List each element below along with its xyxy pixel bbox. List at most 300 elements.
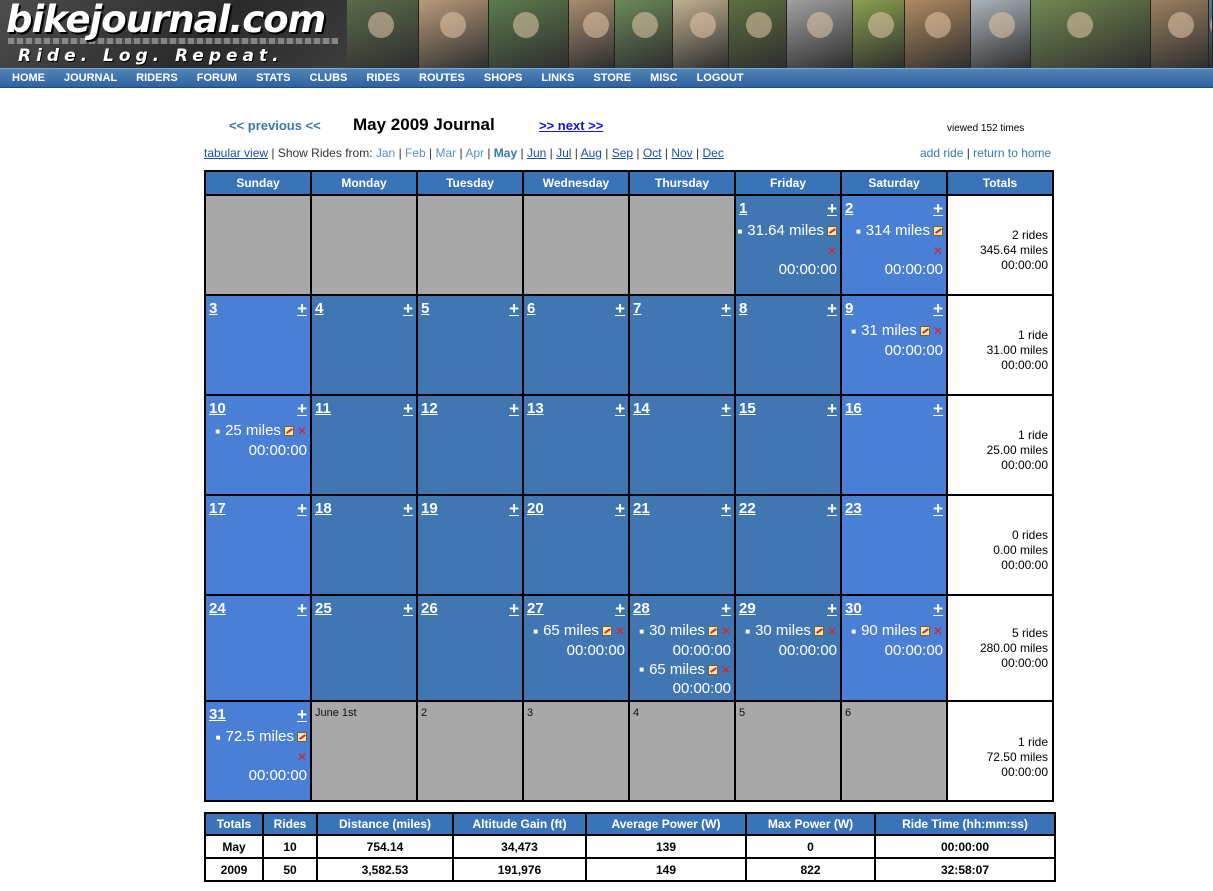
week-total-rides: 2 rides [1011, 228, 1048, 242]
edit-ride-icon[interactable] [920, 626, 930, 636]
week-totals-cell [947, 495, 1053, 595]
day-cell [735, 195, 841, 295]
empty-day-cell [205, 195, 311, 295]
day-number-link[interactable]: 2 [845, 200, 854, 217]
header-photo [673, 0, 729, 68]
delete-ride-icon[interactable]: ✕ [932, 243, 943, 258]
ride-distance[interactable]: 65 miles [649, 660, 705, 678]
header-photo [905, 0, 971, 68]
week-totals [980, 228, 1048, 273]
ride-distance[interactable]: 31 miles [861, 322, 917, 339]
day-cell [311, 595, 417, 701]
ride-entry [630, 660, 731, 680]
add-ride-icon[interactable]: + [827, 199, 837, 218]
nav-item-links[interactable]: LINKS [541, 72, 575, 84]
add-ride-icon[interactable]: + [721, 299, 731, 318]
day-cell [205, 595, 311, 701]
day-number-link[interactable]: 14 [633, 400, 650, 417]
month-link-sep[interactable]: Sep [611, 146, 634, 160]
add-ride-icon[interactable]: + [827, 499, 837, 518]
nav-item-journal[interactable]: JOURNAL [64, 72, 118, 84]
ride-actions [736, 241, 837, 260]
empty-day-cell [311, 195, 417, 295]
summary-cell: 754.14 [317, 835, 453, 858]
day-number-link[interactable]: 30 [845, 600, 862, 617]
summary-header: Totals [205, 813, 263, 835]
day-cell [629, 595, 735, 701]
separator: | [425, 146, 436, 160]
empty-day-cell [629, 195, 735, 295]
separator: | [271, 146, 278, 160]
next-month-day-cell [523, 701, 629, 801]
ride-list [206, 727, 307, 785]
edit-ride-icon[interactable] [602, 626, 612, 636]
ride-time: 00:00:00 [884, 641, 943, 659]
summary-cell: 0 [746, 835, 875, 858]
ride-time: 00:00:00 [778, 260, 837, 278]
day-cell [735, 495, 841, 595]
header-photo [787, 0, 853, 68]
calendar-week-row [205, 595, 1053, 701]
week-total-rides: 1 ride [1017, 328, 1048, 342]
next-month-day-cell [417, 701, 523, 801]
day-number-link[interactable]: 19 [421, 500, 438, 517]
week-total-time: 00:00:00 [1001, 656, 1048, 670]
month-link-jan[interactable]: Jan [375, 146, 396, 160]
add-ride-icon[interactable]: + [403, 499, 413, 518]
week-totals-cell [947, 595, 1053, 701]
calendar-week-row [205, 495, 1053, 595]
day-cell [205, 495, 311, 595]
day-number-link[interactable]: 11 [315, 400, 331, 417]
summary-cell: 149 [586, 858, 746, 881]
ride-entry [524, 621, 625, 641]
ride-time: 00:00:00 [884, 341, 943, 359]
day-cell [735, 595, 841, 701]
ride-list [630, 621, 731, 698]
month-link-jul[interactable]: Jul [556, 146, 572, 160]
day-number-link[interactable]: 13 [527, 400, 544, 417]
delete-ride-icon[interactable]: ✕ [826, 243, 837, 258]
summary-table [204, 812, 1056, 882]
add-ride-icon[interactable]: + [403, 599, 413, 618]
header-photo [971, 0, 1031, 68]
nav-item-riders[interactable]: RIDERS [136, 72, 178, 84]
add-ride-icon[interactable]: + [297, 599, 307, 618]
nav-item-rides[interactable]: RIDES [366, 72, 401, 84]
next-month-day-label: 6 [845, 707, 852, 719]
ride-distance[interactable]: 30 miles [755, 622, 811, 639]
nav-item-misc[interactable]: MISC [650, 72, 678, 84]
day-number-link[interactable]: 4 [315, 300, 324, 317]
day-cell [523, 395, 629, 495]
ride-time: 00:00:00 [248, 441, 307, 459]
day-cell [311, 495, 417, 595]
day-cell [841, 295, 947, 395]
page-title: May 2009 Journal [353, 115, 495, 134]
summary-header-row [205, 813, 1055, 835]
ride-list [206, 421, 307, 460]
ride-time: 00:00:00 [248, 766, 307, 784]
next-month-day-cell [735, 701, 841, 801]
week-total-miles: 345.64 miles [979, 243, 1048, 257]
bullet-icon: ■ [851, 326, 857, 336]
delete-ride-icon[interactable]: ✕ [826, 624, 837, 639]
ride-entry [842, 221, 943, 241]
month-filter-bar [204, 146, 724, 160]
weekday-header: Friday [735, 171, 841, 195]
bullet-icon: ■ [639, 626, 645, 636]
ride-distance[interactable]: 314 miles [865, 222, 930, 239]
day-cell [311, 395, 417, 495]
day-cell [735, 395, 841, 495]
header-photo [569, 0, 615, 68]
add-ride-icon[interactable]: + [933, 399, 943, 418]
day-cell [417, 495, 523, 595]
separator: | [456, 146, 466, 160]
day-number-link[interactable]: 27 [527, 600, 544, 617]
summary-header: Average Power (W) [586, 813, 746, 835]
summary-cell: May [205, 835, 263, 858]
next-month-day-cell [629, 701, 735, 801]
month-link-oct[interactable]: Oct [642, 146, 662, 160]
add-ride-icon[interactable]: + [721, 599, 731, 618]
ride-time: 00:00:00 [778, 641, 837, 659]
summary-header: Altitude Gain (ft) [453, 813, 586, 835]
empty-day-cell [417, 195, 523, 295]
week-total-rides: 1 ride [1017, 735, 1048, 749]
add-ride-link[interactable]: add ride [920, 146, 964, 160]
ride-list [524, 621, 625, 660]
day-number-link[interactable]: 17 [209, 500, 226, 517]
nav-item-logout[interactable]: LOGOUT [696, 72, 744, 84]
month-link-feb[interactable]: Feb [405, 146, 426, 160]
nav-item-shops[interactable]: SHOPS [483, 72, 523, 84]
add-ride-icon[interactable]: + [933, 299, 943, 318]
delete-ride-icon[interactable]: ✕ [614, 624, 625, 639]
ride-entry [206, 421, 307, 441]
separator: | [966, 146, 974, 160]
logo-tagline: Ride. Log. Repeat. [18, 46, 284, 66]
summary-header: Rides [263, 813, 317, 835]
add-ride-icon[interactable]: + [827, 299, 837, 318]
next-month-day-label: 2 [421, 707, 428, 719]
edit-ride-icon[interactable] [933, 226, 943, 236]
day-number-link[interactable]: 6 [527, 300, 536, 317]
day-number-link[interactable]: 28 [633, 600, 650, 617]
separator: | [571, 146, 581, 160]
week-totals [987, 328, 1048, 373]
ride-list [842, 321, 943, 360]
nav-item-clubs[interactable]: CLUBS [309, 72, 348, 84]
day-number-link[interactable]: 20 [527, 500, 544, 517]
add-ride-icon[interactable]: + [615, 299, 625, 318]
delete-ride-icon[interactable]: ✕ [720, 624, 731, 639]
day-cell [629, 395, 735, 495]
add-ride-icon[interactable]: + [297, 499, 307, 518]
ride-distance[interactable]: 90 miles [861, 622, 917, 639]
next-month-day-label: 3 [527, 707, 534, 719]
bullet-icon: ■ [745, 626, 751, 636]
week-totals-cell [947, 395, 1053, 495]
tabular-view-link[interactable]: tabular view [204, 146, 269, 160]
month-links [376, 146, 724, 160]
ride-distance[interactable]: 25 miles [225, 422, 281, 439]
add-ride-icon[interactable]: + [827, 399, 837, 418]
separator: | [484, 146, 494, 160]
separator: | [601, 146, 612, 160]
header-photo [853, 0, 905, 68]
delete-ride-icon[interactable]: ✕ [932, 324, 943, 339]
day-number-link[interactable]: 15 [739, 400, 756, 417]
ride-distance[interactable]: 65 miles [543, 622, 599, 639]
nav-item-forum[interactable]: FORUM [196, 72, 238, 84]
separator: | [517, 146, 527, 160]
edit-ride-icon[interactable] [708, 665, 718, 675]
header-photo [1031, 0, 1151, 68]
day-cell [523, 595, 629, 701]
header-photo [1151, 0, 1209, 68]
add-ride-icon[interactable]: + [509, 399, 519, 418]
month-link-may[interactable]: May [493, 146, 518, 160]
header-photo [615, 0, 673, 68]
next-month-link[interactable]: >> next >> [539, 118, 604, 133]
day-number-link[interactable]: 9 [845, 300, 854, 317]
weekday-header: Tuesday [417, 171, 523, 195]
bullet-icon: ■ [639, 665, 645, 675]
week-totals-cell [947, 195, 1053, 295]
header-photo-strip [347, 0, 1213, 68]
add-ride-icon[interactable]: + [933, 499, 943, 518]
header-photo [729, 0, 787, 68]
edit-ride-icon[interactable] [814, 626, 824, 636]
day-number-link[interactable]: 12 [421, 400, 438, 417]
week-total-time: 00:00:00 [1001, 765, 1048, 779]
summary-cell: 34,473 [453, 835, 586, 858]
week-totals [987, 735, 1048, 780]
add-ride-icon[interactable]: + [509, 299, 519, 318]
add-ride-icon[interactable]: + [827, 599, 837, 618]
add-ride-icon[interactable]: + [509, 599, 519, 618]
add-ride-icon[interactable]: + [615, 499, 625, 518]
view-count: viewed 152 times [947, 123, 1025, 134]
day-number-link[interactable]: 8 [739, 300, 748, 317]
weekday-header: Thursday [629, 171, 735, 195]
next-month-day-label: 5 [739, 707, 746, 719]
nav-item-store[interactable]: STORE [593, 72, 632, 84]
nav-item-home[interactable]: HOME [12, 72, 45, 84]
next-month-day-cell [311, 701, 417, 801]
summary-cell: 191,976 [453, 858, 586, 881]
month-link-dec[interactable]: Dec [702, 146, 724, 160]
day-cell [205, 395, 311, 495]
add-ride-icon[interactable]: + [615, 599, 625, 618]
bullet-icon: ■ [215, 732, 221, 742]
summary-header: Max Power (W) [746, 813, 875, 835]
month-link-aug[interactable]: Aug [580, 146, 602, 160]
summary-header: Ride Time (hh:mm:ss) [875, 813, 1055, 835]
ride-list [842, 221, 943, 279]
day-cell [311, 295, 417, 395]
day-cell [629, 495, 735, 595]
ride-distance[interactable]: 30 miles [649, 622, 705, 639]
day-number-link[interactable]: 26 [421, 600, 438, 617]
day-number-link[interactable]: 24 [209, 600, 226, 617]
add-ride-icon[interactable]: + [297, 705, 307, 724]
week-total-miles: 72.50 miles [986, 750, 1048, 764]
ride-distance[interactable]: 31.64 miles [747, 222, 824, 239]
day-cell [841, 595, 947, 701]
week-total-miles: 25.00 miles [986, 443, 1048, 457]
site-logo[interactable] [0, 0, 347, 68]
ride-list [736, 221, 837, 279]
week-total-miles: 31.00 miles [986, 343, 1048, 357]
week-totals [987, 428, 1048, 473]
day-number-link[interactable]: 21 [633, 500, 650, 517]
summary-header: Distance (miles) [317, 813, 453, 835]
summary-cell: 139 [586, 835, 746, 858]
day-number-link[interactable]: 5 [421, 300, 430, 317]
day-cell [841, 195, 947, 295]
day-number-link[interactable]: 10 [209, 400, 226, 417]
summary-cell: 10 [263, 835, 317, 858]
add-ride-icon[interactable]: + [721, 399, 731, 418]
day-number-link[interactable]: 7 [633, 300, 642, 317]
day-number-link[interactable]: 3 [209, 300, 218, 317]
separator: | [661, 146, 672, 160]
day-number-link[interactable]: 23 [845, 500, 862, 517]
separator: | [692, 146, 703, 160]
site-header [0, 0, 1213, 68]
edit-ride-icon[interactable] [708, 626, 718, 636]
edit-ride-icon[interactable] [920, 326, 930, 336]
calendar-week-row [205, 395, 1053, 495]
weekday-header: Wednesday [523, 171, 629, 195]
add-ride-icon[interactable]: + [933, 599, 943, 618]
ride-list [736, 621, 837, 660]
day-cell [205, 295, 311, 395]
delete-ride-icon[interactable]: ✕ [932, 624, 943, 639]
nav-item-routes[interactable]: ROUTES [419, 72, 465, 84]
calendar-grid [204, 170, 1054, 802]
summary-body [205, 835, 1055, 881]
ride-time: 00:00:00 [566, 641, 625, 659]
summary-cell: 00:00:00 [875, 835, 1055, 858]
summary-cell: 32:58:07 [875, 858, 1055, 881]
day-number-link[interactable]: 22 [739, 500, 756, 517]
ride-distance[interactable]: 72.5 miles [225, 728, 294, 745]
bullet-icon: ■ [855, 226, 861, 236]
ride-entry [842, 621, 943, 641]
day-number-link[interactable]: 31 [209, 706, 226, 723]
add-ride-icon[interactable]: + [509, 499, 519, 518]
month-link-jun[interactable]: Jun [526, 146, 547, 160]
delete-ride-icon[interactable]: ✕ [296, 749, 307, 764]
edit-ride-icon[interactable] [297, 732, 307, 742]
ride-entry [206, 727, 307, 747]
edit-ride-icon[interactable] [827, 226, 837, 236]
weekday-header: Totals [947, 171, 1053, 195]
bullet-icon: ■ [215, 426, 221, 436]
add-ride-icon[interactable]: + [297, 299, 307, 318]
day-number-link[interactable]: 16 [845, 400, 862, 417]
nav-item-stats[interactable]: STATS [256, 72, 291, 84]
ride-actions [842, 241, 943, 260]
day-number-link[interactable]: 18 [315, 500, 332, 517]
calendar-week-row [205, 295, 1053, 395]
day-number-link[interactable]: 1 [739, 200, 748, 217]
day-number-link[interactable]: 25 [315, 600, 332, 617]
day-number-link[interactable]: 29 [739, 600, 756, 617]
week-total-time: 00:00:00 [1001, 558, 1048, 572]
return-home-link[interactable]: return to home [973, 146, 1052, 160]
next-month-day-label: June 1st [315, 707, 357, 719]
ride-entry [842, 321, 943, 341]
next-month-day-label: 4 [633, 707, 640, 719]
day-cell [417, 595, 523, 701]
summary-cell: 50 [263, 858, 317, 881]
day-cell [417, 395, 523, 495]
show-rides-label: Show Rides from: [277, 146, 373, 160]
month-link-apr[interactable]: Apr [465, 146, 484, 160]
edit-ride-icon[interactable] [284, 426, 294, 436]
ride-list [842, 621, 943, 660]
separator: | [633, 146, 643, 160]
summary-cell: 2009 [205, 858, 263, 881]
month-link-nov[interactable]: Nov [671, 146, 693, 160]
weekday-header: Monday [311, 171, 417, 195]
bullet-icon: ■ [737, 226, 743, 236]
logo-title: bikejournal.com [6, 0, 326, 41]
day-cell [841, 395, 947, 495]
month-link-mar[interactable]: Mar [435, 146, 457, 160]
day-cell [629, 295, 735, 395]
ride-entry [736, 221, 837, 241]
add-ride-icon[interactable]: + [615, 399, 625, 418]
delete-ride-icon[interactable]: ✕ [296, 424, 307, 439]
week-totals [980, 626, 1048, 671]
empty-day-cell [523, 195, 629, 295]
summary-row [205, 835, 1055, 858]
add-ride-icon[interactable]: + [721, 499, 731, 518]
day-cell [841, 495, 947, 595]
calendar-week-row [205, 195, 1053, 295]
add-ride-icon[interactable]: + [403, 399, 413, 418]
header-photo [419, 0, 489, 68]
week-totals-cell [947, 701, 1053, 801]
week-total-rides: 0 rides [1011, 528, 1048, 542]
previous-month-link[interactable]: << previous << [229, 118, 321, 133]
ride-entry [736, 621, 837, 641]
day-cell [523, 295, 629, 395]
weekday-header: Saturday [841, 171, 947, 195]
add-ride-icon[interactable]: + [297, 399, 307, 418]
weekday-header: Sunday [205, 171, 311, 195]
calendar-body [205, 195, 1053, 801]
add-ride-icon[interactable]: + [933, 199, 943, 218]
add-ride-icon[interactable]: + [403, 299, 413, 318]
week-totals-cell [947, 295, 1053, 395]
next-month-day-cell [841, 701, 947, 801]
delete-ride-icon[interactable]: ✕ [720, 662, 731, 677]
calendar-week-row [205, 701, 1053, 801]
ride-time: 00:00:00 [672, 641, 731, 659]
ride-actions [206, 747, 307, 766]
week-total-time: 00:00:00 [1001, 358, 1048, 372]
week-totals [993, 528, 1048, 573]
summary-cell: 822 [746, 858, 875, 881]
week-total-time: 00:00:00 [1001, 458, 1048, 472]
